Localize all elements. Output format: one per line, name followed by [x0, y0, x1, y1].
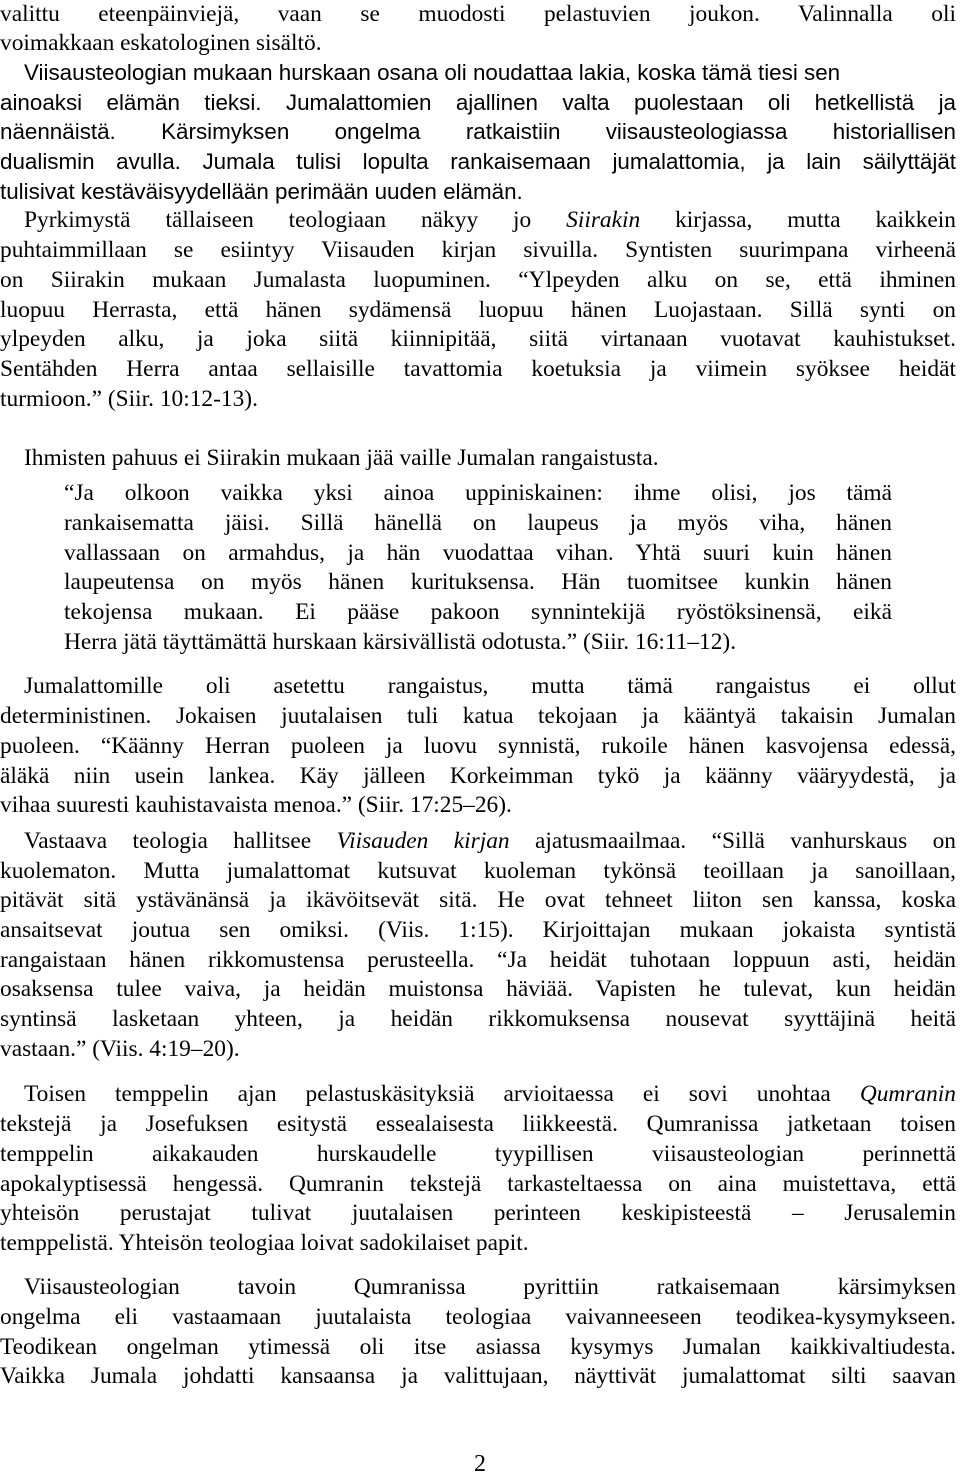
- text-line: Toisen temppelin ajan pelastuskäsityksiä arvioitaessa ei sovi unohtaa Qumranin: [24, 1081, 956, 1107]
- quote-line: laupeutensa on myös hänen kurituksensa. Hän tuomitsee kunkin hänen: [64, 569, 892, 595]
- text-line: Teodikean ongelman ytimessä oli itse asiassa kysymys Jumalan kaikkivaltiudesta.: [0, 1334, 956, 1360]
- text-line: vihaa suuresti kauhistavaista menoa.” (Siir. 17:25–26).: [0, 792, 512, 818]
- text-line: on Siirakin mukaan Jumalasta luopuminen. “Ylpeyden alku on se, että ihminen: [0, 267, 956, 293]
- quote-line: rankaisematta jäisi. Sillä hänellä on laupeus ja myös viha, hänen: [64, 510, 892, 536]
- text-line: Ihmisten pahuus ei Siirakin mukaan jää vaille Jumalan rangaistusta.: [24, 445, 659, 471]
- page-number: 2: [474, 1451, 486, 1477]
- text-line: tekstejä ja Josefuksen esitystä essealaisesta liikkeestä. Qumranissa jatketaan toisen: [0, 1111, 956, 1137]
- text-line: turmioon.” (Siir. 10:12-13).: [0, 386, 258, 412]
- text-line: temppelin aikakauden hurskaudelle tyypillisen viisausteologian perinnettä: [0, 1141, 956, 1167]
- text-line: voimakkaan eskatologinen sisältö.: [0, 30, 322, 56]
- text-line: Vaikka Jumala johdatti kansaansa ja valittujaan, näyttivät jumalattomat silti saavan: [0, 1363, 956, 1389]
- text-line: kuolematon. Mutta jumalattomat kutsuvat kuoleman tykönsä teoillaan ja sanoillaan,: [0, 858, 956, 884]
- text-line: tulisivat kestäväisyydellään perimään uuden elämän.: [0, 179, 523, 204]
- text-line: Vastaava teologia hallitsee Viisauden kirjan ajatusmaailmaa. “Sillä vanhurskaus on: [24, 828, 956, 854]
- text-line: Jumalattomille oli asetettu rangaistus, mutta tämä rangaistus ei ollut: [24, 673, 956, 699]
- text-line: rangaistaan hänen rikkomustensa perusteella. “Ja heidät tuhotaan loppuun asti, heidän: [0, 947, 956, 973]
- text-line: pitävät sitä ystävänänsä ja ikävöitsevät sitä. He ovat tehneet liiton sen kanssa, koska: [0, 887, 956, 913]
- text-line: puhtaimmillaan se esiintyy Viisauden kirjan sivuilla. Syntisten suurimpana virheenä: [0, 237, 956, 263]
- text-line: ainoaksi elämän tieksi. Jumalattomien ajallinen valta puolestaan oli hetkellistä ja: [0, 90, 956, 115]
- text-line: Sentähden Herra antaa sellaisille tavattomia koetuksia ja viimein syöksee heidät: [0, 356, 956, 382]
- text-line: apokalyptisessä hengessä. Qumranin tekstejä tarkasteltaessa on aina muistettava, että: [0, 1171, 956, 1197]
- quote-line: vallassaan on armahdus, ja hän vuodattaa vihan. Yhtä suuri kuin hänen: [64, 540, 892, 566]
- text-line: syntinsä lasketaan yhteen, ja heidän rikkomuksensa nousevat syyttäjinä heitä: [0, 1006, 956, 1032]
- text-line: ongelma eli vastaamaan juutalaista teologiaa vaivanneeseen teodikea-kysymykseen.: [0, 1304, 956, 1330]
- text-line: vastaan.” (Viis. 4:19–20).: [0, 1036, 240, 1062]
- text-line: temppelistä. Yhteisön teologiaa loivat sadokilaiset papit.: [0, 1230, 529, 1256]
- text-line: yhteisön perustajat tulivat juutalaisen perinteen keskipisteestä – Jerusalemin: [0, 1200, 956, 1226]
- text-line: ylpeyden alku, ja joka siitä kiinnipitää, siitä virtanaan vuotavat kauhistukset.: [0, 326, 956, 352]
- text-line: valittu eteenpäinviejä, vaan se muodosti pelastuvien joukon. Valinnalla oli: [0, 1, 956, 27]
- text-line: Viisausteologian mukaan hurskaan osana oli noudattaa lakia, koska tämä tiesi sen: [24, 60, 841, 85]
- quote-line: Herra jätä täyttämättä hurskaan kärsivällistä odotusta.” (Siir. 16:11–12).: [64, 629, 737, 655]
- text-line: luopuu Herrasta, että hänen sydämensä luopuu hänen Luojastaan. Sillä synti on: [0, 297, 956, 323]
- text-line: Viisausteologian tavoin Qumranissa pyrittiin ratkaisemaan kärsimyksen: [24, 1274, 956, 1300]
- text-line: äläkä niin usein lankea. Käy jälleen Korkeimman tykö ja käänny vääryydestä, ja: [0, 763, 956, 789]
- text-line: puoleen. “Käänny Herran puoleen ja luovu synnistä, rukoile hänen kasvojensa edessä,: [0, 733, 956, 759]
- text-line: näennäistä. Kärsimyksen ongelma ratkaistiin viisausteologiassa historiallisen: [0, 119, 956, 144]
- text-line: ansaitsevat joutua sen omiksi. (Viis. 1:15). Kirjoittajan mukaan jokaista syntistä: [0, 917, 956, 943]
- text-line: dualismin avulla. Jumala tulisi lopulta rankaisemaan jumalattomia, ja lain säilyttäjät: [0, 149, 956, 174]
- text-line: osaksensa tulee vaiva, ja heidän muistonsa häviää. Vapisten he tulevat, kun heidän: [0, 976, 956, 1002]
- quote-line: tekojensa mukaan. Ei pääse pakoon synnintekijä ryöstöksinensä, eikä: [64, 599, 892, 625]
- text-line: deterministinen. Jokaisen juutalaisen tuli katua tekojaan ja kääntyä takaisin Jumalan: [0, 703, 956, 729]
- text-line: Pyrkimystä tällaiseen teologiaan näkyy jo Siirakin kirjassa, mutta kaikkein: [24, 207, 956, 233]
- quote-line: “Ja olkoon vaikka yksi ainoa uppiniskainen: ihme olisi, jos tämä: [64, 480, 892, 506]
